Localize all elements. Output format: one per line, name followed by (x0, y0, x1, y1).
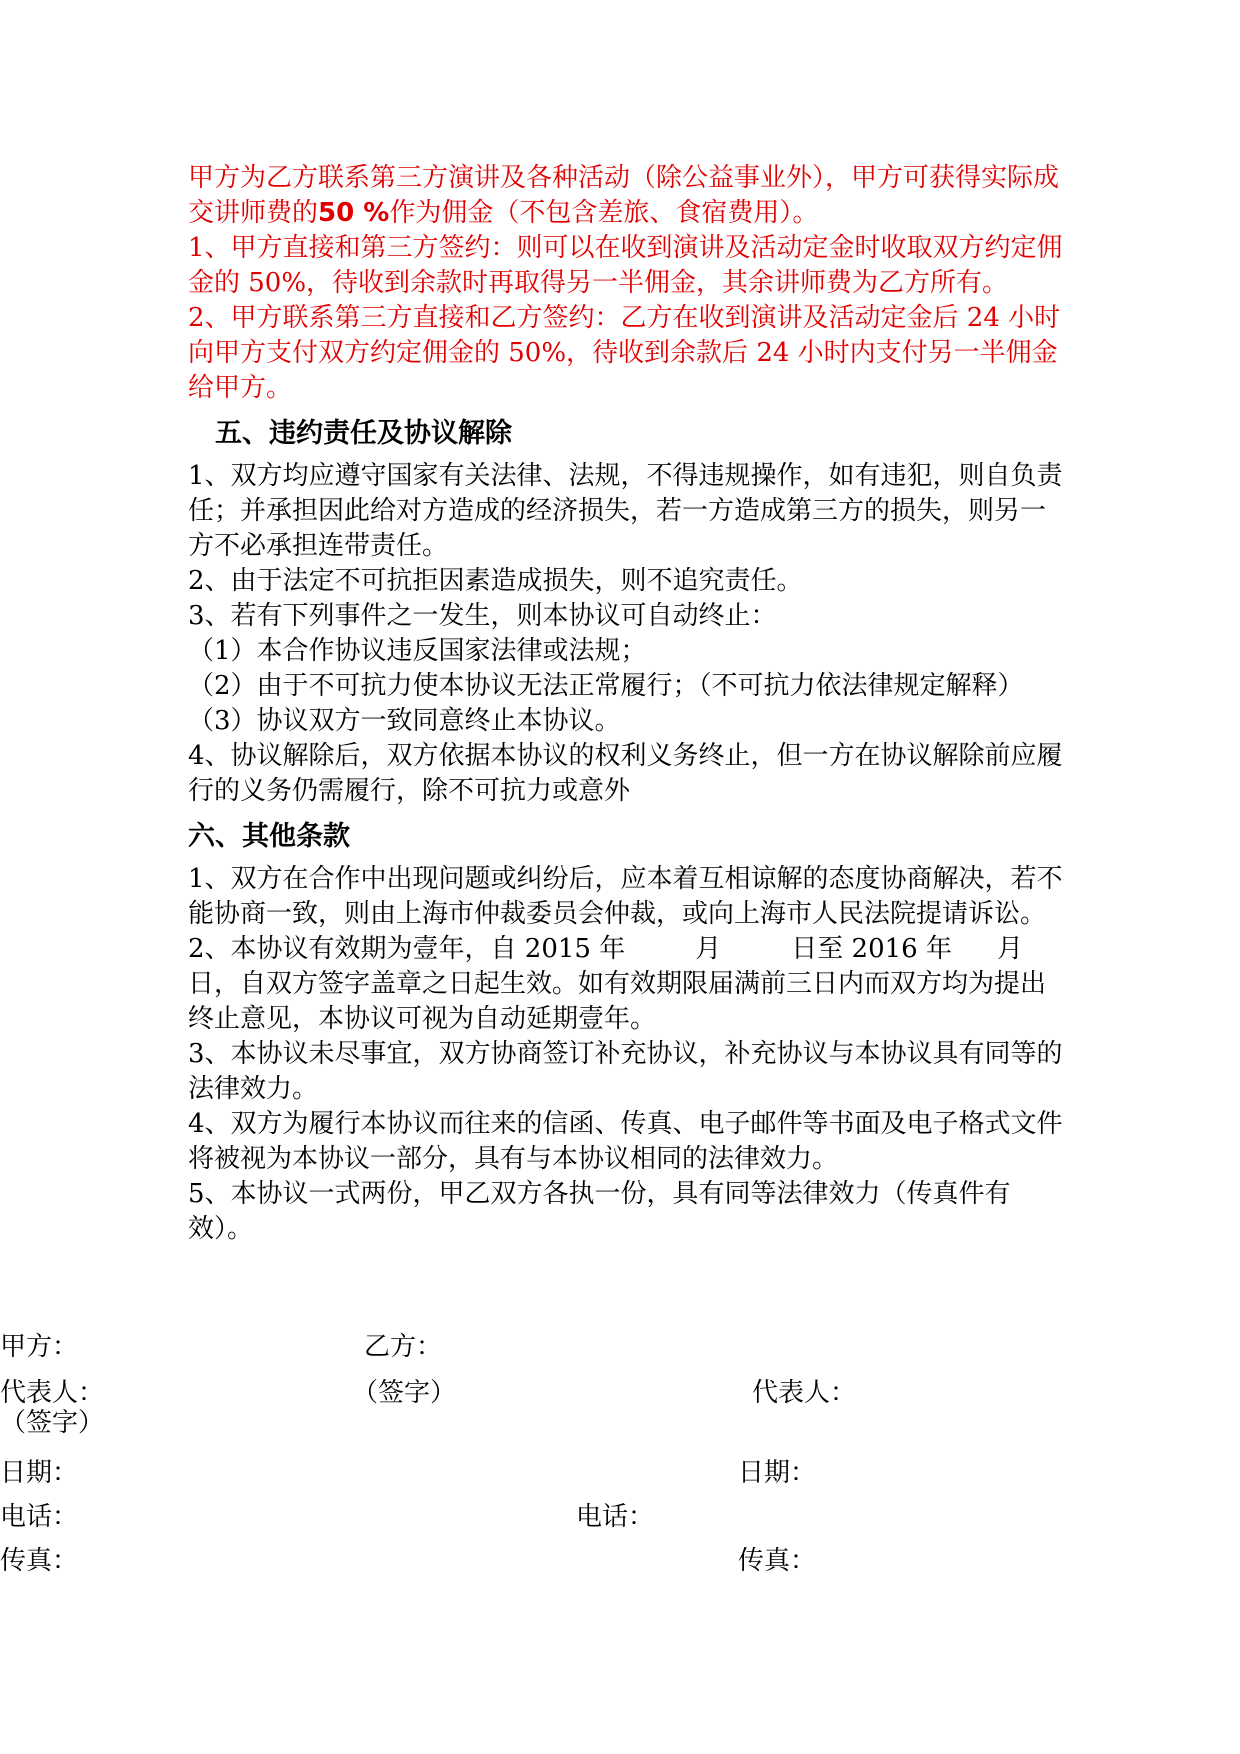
signature-note: （签字） (352, 1378, 457, 1408)
party-b-label: 乙方： (364, 1332, 443, 1362)
month-label: 月 (996, 934, 1023, 964)
section-6-item-5: 5、本协议一式两份，甲乙双方各执一份，具有同等法律效力（传真件有效）。 (188, 1179, 1011, 1244)
section-6-heading: 六、其他条款 (188, 821, 350, 852)
phone-label-b: 电话： (576, 1502, 655, 1532)
section-6-item-2 (188, 932, 1068, 1037)
term-effective-text: 日，自双方签字盖章之日起生效。如有效期限届满前三日内而双方均为提出终止意见，本协议可视为自动延期壹年。 (188, 969, 1047, 1034)
commission-rate: 50 % (318, 198, 390, 228)
commission-item-1: 1、甲方直接和第三方签约：则可以在收到演讲及活动定金时收取双方约定佣金的 50%，待收到余款时再取得另一半佣金，其余讲师费为乙方所有。 (188, 233, 1063, 298)
term-end-text: 日至 2016 年 (791, 934, 952, 964)
commission-text-a: 甲方为乙方联系第三方演讲及各种活动（除公益事业外），甲方可获得实际成交讲师费的 (188, 163, 1060, 228)
section-6-item-1: 1、双方在合作中出现问题或纠纷后，应本着互相谅解的态度协商解决，若不能协商一致，则由上海市仲裁委员会仲裁，或向上海市人民法院提请诉讼。 (188, 864, 1063, 929)
document-body (188, 161, 1068, 1247)
section-5-heading: 五、违约责任及协议解除 (215, 418, 512, 449)
section-6-item-3: 3、本协议未尽事宜，双方协商签订补充协议，补充协议与本协议具有同等的法律效力。 (188, 1039, 1063, 1104)
section-5-item: 2、由于法定不可抗拒因素造成损失，则不追究责任。 (188, 566, 803, 596)
representative-label: 代表人： (0, 1378, 105, 1408)
signature-note-b: （签字） (0, 1408, 105, 1438)
section-5-item: （1）本合作协议违反国家法律或法规； (188, 636, 647, 666)
section-5-item: （3）协议双方一致同意终止本协议。 (188, 706, 621, 736)
commission-text-b: 作为佣金（不包含差旅、食宿费用）。 (389, 198, 819, 228)
section-6-item-4: 4、双方为履行本协议而往来的信函、传真、电子邮件等书面及电子格式文件将被视为本协议一部分，具有与本协议相同的法律效力。 (188, 1109, 1063, 1174)
fax-label-b: 传真： (738, 1546, 817, 1576)
term-start-text: 2、本协议有效期为壹年，自 2015 年 (188, 934, 626, 964)
commission-item-2: 2、甲方联系第三方直接和乙方签约：乙方在收到演讲及活动定金后 24 小时向甲方支付双方约定佣金的 50%，待收到余款后 24 小时内支付另一半佣金给甲方。 (188, 303, 1061, 403)
section-5-item: 1、双方均应遵守国家有关法律、法规，不得违规操作，如有违犯，则自负责任；并承担因此给对方造成的经济损失，若一方造成第三方的损失，则另一方不必承担连带责任。 (188, 461, 1063, 561)
section-5-item: 4、协议解除后，双方依据本协议的权利义务终止，但一方在协议解除前应履行的义务仍需履行，除不可抗力或意外 (188, 741, 1063, 806)
section-5-item: （2）由于不可抗力使本协议无法正常履行；（不可抗力依法律规定解释） (188, 671, 1024, 701)
phone-label-a: 电话： (0, 1502, 79, 1532)
commission-paragraph (188, 161, 1068, 231)
representative-label-b: 代表人： (752, 1378, 857, 1408)
month-label: 月 (695, 934, 722, 964)
section-5-item: 3、若有下列事件之一发生，则本协议可自动终止： (188, 601, 777, 631)
date-label-a: 日期： (0, 1458, 79, 1488)
party-a-label: 甲方： (0, 1332, 79, 1362)
date-label-b: 日期： (738, 1458, 817, 1488)
fax-label-a: 传真： (0, 1546, 79, 1576)
